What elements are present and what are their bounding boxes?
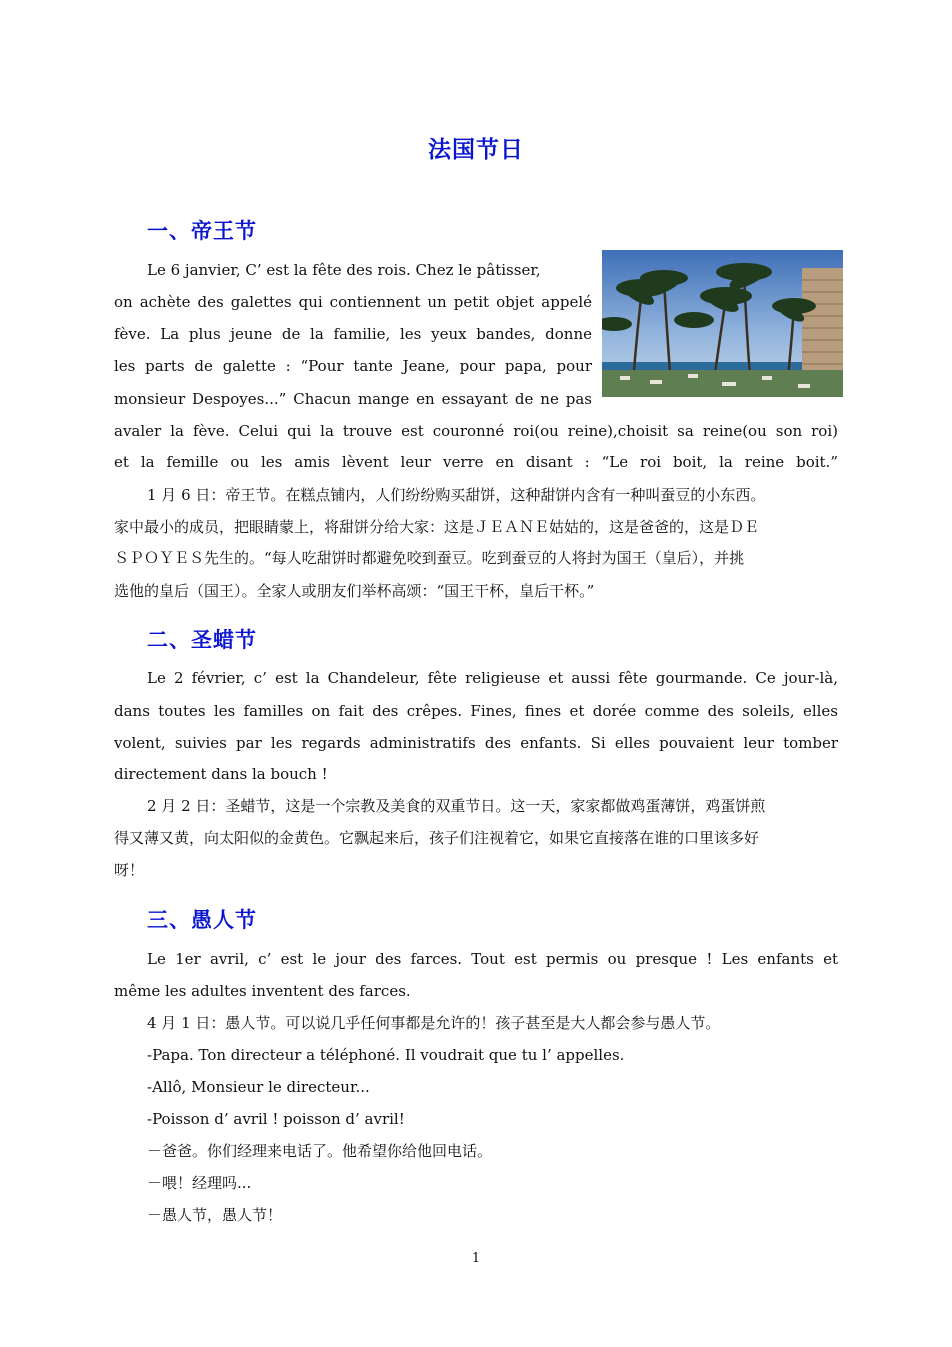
dialogue-line: -Poisson d’ avril ! poisson d’ avril! — [147, 1110, 405, 1128]
paragraph-line: et la femille ou les amis lèvent leur verre en disant : “Le roi boit, la reine boit.” — [114, 453, 838, 471]
section-heading-kings-day: 一、帝王节 — [147, 219, 257, 243]
paragraph-line: même les adultes inventent des farces. — [114, 982, 411, 1000]
paragraph-line: ＳＰＯＹＥＳ先生的。“每人吃甜饼时都避免咬到蚕豆。吃到蚕豆的人将封为国王（皇后），并挑 — [114, 549, 745, 567]
paragraph-line: directement dans la bouch ! — [114, 765, 328, 783]
paragraph-line: 呀！ — [114, 861, 145, 879]
paragraph-line: 4 月 1 日：愚人节。可以说几乎任何事都是允许的！孩子甚至是大人都会参与愚人节。 — [147, 1014, 721, 1032]
palm-beach-hotel-photo — [602, 250, 843, 397]
dialogue-line: -Allô, Monsieur le directeur... — [147, 1078, 370, 1096]
paragraph-line: fève. La plus jeune de la familie, les yeux bandes, donne — [114, 325, 592, 343]
dialogue-line: －爸爸。你们经理来电话了。他希望你给他回电话。 — [147, 1142, 493, 1160]
paragraph-line: Le 1er avril, c’ est le jour des farces. Tout est permis ou presque ! Les enfants et — [147, 950, 838, 968]
dialogue-line: －愚人节，愚人节！ — [147, 1206, 283, 1224]
dialogue-line: －喂！经理吗... — [147, 1174, 252, 1192]
section-heading-april-fools: 三、愚人节 — [147, 908, 257, 932]
document-title: 法国节日 — [428, 137, 524, 163]
paragraph-line: 家中最小的成员，把眼睛蒙上，将甜饼分给大家：这是ＪＥＡＮＥ姑姑的，这是爸爸的，这是ＤＥ — [114, 518, 760, 536]
paragraph-line: avaler la fève. Celui qui la trouve est couronné roi(ou reine),choisit sa reine(ou son roi) — [114, 422, 838, 440]
paragraph-line: 1 月 6 日：帝王节。在糕点铺内，人们纷纷购买甜饼，这种甜饼内含有一种叫蚕豆的小东西。 — [147, 486, 766, 504]
paragraph-line: 选他的皇后（国王）。全家人或朋友们举杯高颂：“国王干杯，皇后干杯。” — [114, 582, 595, 600]
paragraph-line: monsieur Despoyes...” Chacun mange en essayant de ne pas — [114, 390, 592, 408]
paragraph-line: dans toutes les familles on fait des crêpes. Fines, fines et dorée comme des soleils, elles — [114, 702, 838, 720]
paragraph-line: les parts de galette : “Pour tante Jeane, pour papa, pour — [114, 357, 592, 375]
paragraph-line: 得又薄又黄，向太阳似的金黄色。它飘起来后，孩子们注视着它，如果它直接落在谁的口里该多好 — [114, 829, 760, 847]
paragraph-line: Le 6 janvier, C’ est la fête des rois. Chez le pâtisser, — [147, 261, 541, 279]
paragraph-line: on achète des galettes qui contiennent un petit objet appelé — [114, 293, 592, 311]
dialogue-line: -Papa. Ton directeur a téléphoné. Il voudrait que tu l’ appelles. — [147, 1046, 625, 1064]
paragraph-line: volent, suivies par les regards administratifs des enfants. Si elles pouvaient leur tomber — [114, 734, 838, 752]
page-number: 1 — [471, 1251, 481, 1266]
section-heading-candlemas: 二、圣蜡节 — [147, 628, 257, 652]
paragraph-line: 2 月 2 日：圣蜡节，这是一个宗教及美食的双重节日。这一天，家家都做鸡蛋薄饼，鸡蛋饼煎 — [147, 797, 766, 815]
paragraph-line: Le 2 février, c’ est la Chandeleur, fête religieuse et aussi fête gourmande. Ce jour-là, — [147, 669, 838, 687]
